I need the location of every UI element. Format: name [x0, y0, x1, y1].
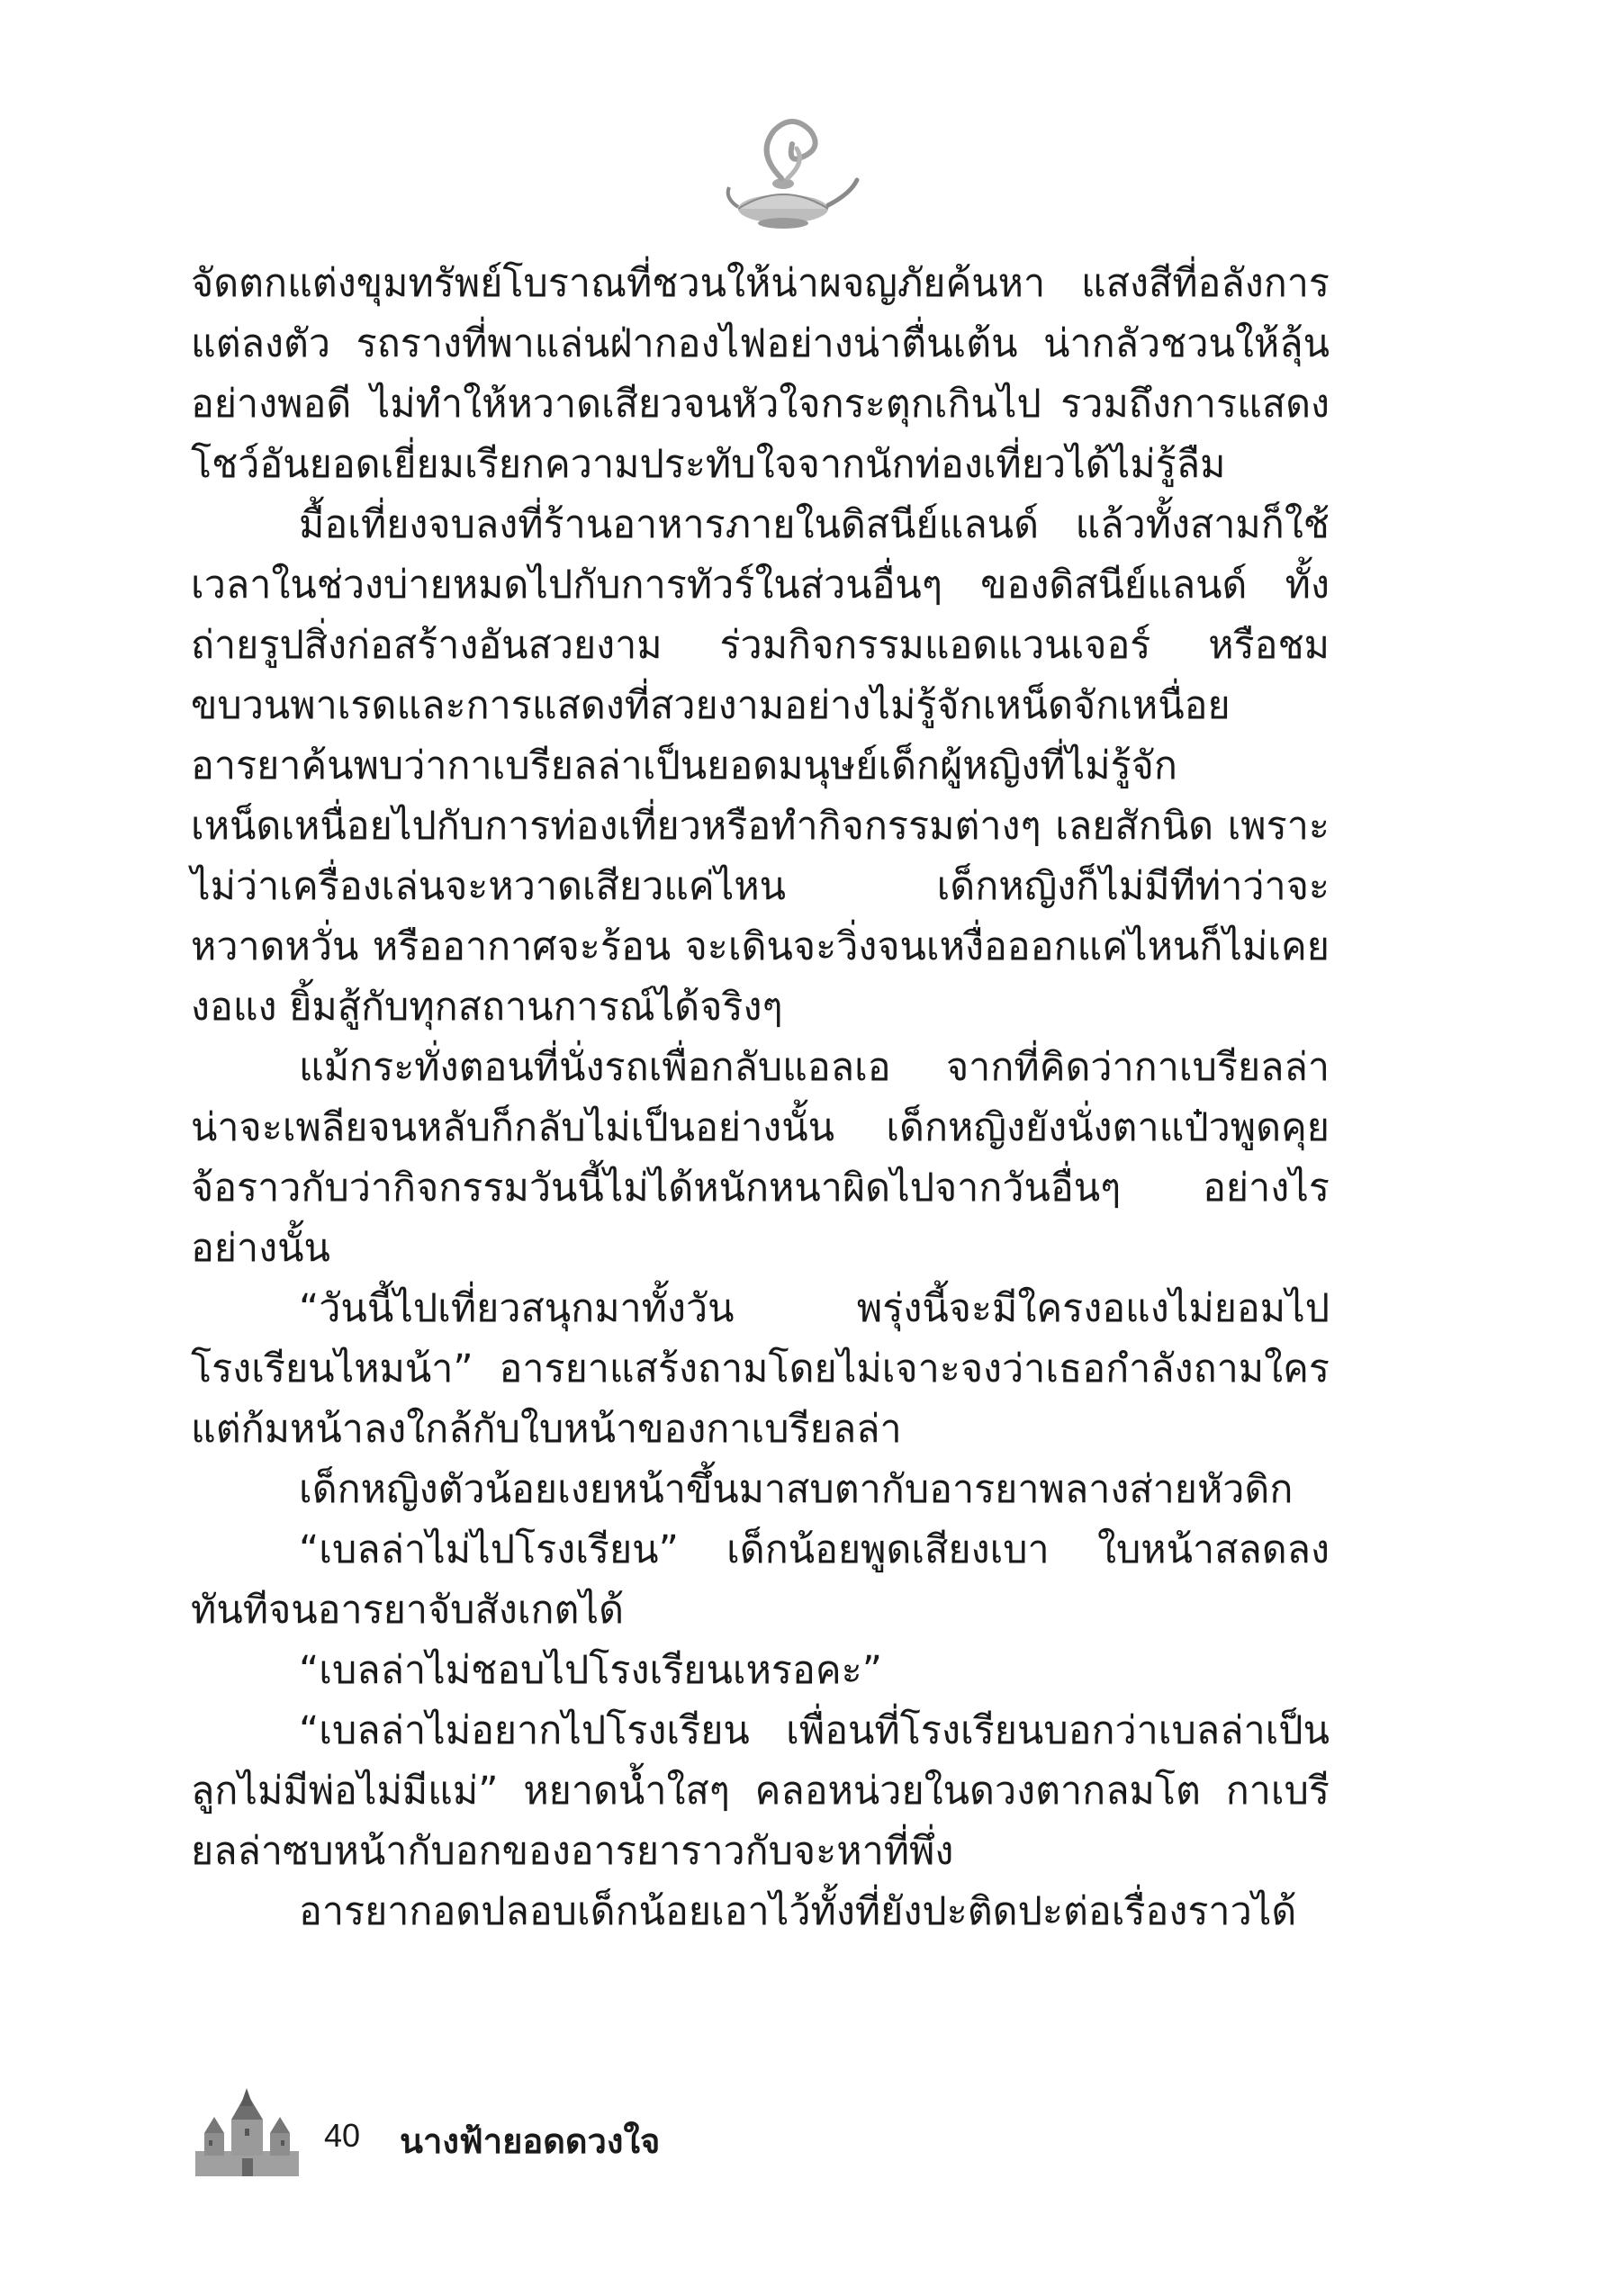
paragraph: จัดตกแต่งขุมทรัพย์โบราณที่ชวนให้น่าผจญภัยค้นหา แสงสีที่อลังการ แต่ลงตัว รถรางที่พาแล่นฝ่ากองไฟอย่างน่าตื่นเต้น น่ากลัวชวนให้ลุ้นอย่างพอดี ไม่ทำให้หวาดเสียวจนหัวใจกระตุกเกินไป รวมถึงการแสดงโชว์อันยอดเยี่ยมเรียกความประทับใจจากนักท่องเที่ยวได้ไม่รู้ลืม: [191, 261, 1330, 487]
paragraph: “เบลล่าไม่ชอบไปโรงเรียนเหรอคะ”: [299, 1648, 882, 1693]
paragraph: แม้กระทั่งตอนที่นั่งรถเพื่อกลับแอลเอ จากที่คิดว่ากาเบรียลล่าน่าจะเพลียจนหลับก็กลับไม่เป็นอย่างนั้น เด็กหญิงยังนั่งตาแป๋วพูดคุยจ้อราวกับว่ากิจกรรมวันนี้ไม่ได้หนักหนาผิดไปจากวันอื่นๆ อย่างไรอย่างนั้น: [191, 1045, 1330, 1271]
paragraph: มื้อเที่ยงจบลงที่ร้านอาหารภายในดิสนีย์แลนด์ แล้วทั้งสามก็ใช้เวลาในช่วงบ่ายหมดไปกับการทัวร์ในส่วนอื่นๆ ของดิสนีย์แลนด์ ทั้งถ่ายรูปสิ่งก่อสร้างอันสวยงาม ร่วมกิจกรรมแอดแวนเจอร์ หรือชมขบวนพาเรดและการแสดงที่สวยงามอย่างไม่รู้จักเหน็ดจักเหนื่อย อารยาค้นพบว่ากาเบรียลล่าเป็นยอดมนุษย์เด็กผู้หญิงที่ไม่รู้จักเหน็ดเหนื่อยไปกับการท่องเที่ยวหรือทำกิจกรรมต่างๆ เลยสักนิด เพราะไม่ว่าเครื่องเล่นจะหวาดเสียวแค่ไหน เด็กหญิงก็ไม่มีทีท่าว่าจะหวาดหวั่น หรืออากาศจะร้อน จะเดินจะวิ่งจนเหงื่อออกแค่ไหนก็ไม่เคยงอแง ยิ้มสู้กับทุกสถานการณ์ได้จริงๆ: [191, 502, 1330, 1030]
magic-lamp-icon: [702, 108, 864, 243]
paragraph: เด็กหญิงตัวน้อยเงยหน้าขึ้นมาสบตากับอารยาพลางส่ายหัวดิก: [299, 1467, 1294, 1512]
page-number: 40: [324, 2117, 361, 2154]
page-footer: [191, 2088, 1001, 2187]
paragraph: “วันนี้ไปเที่ยวสนุกมาทั้งวัน พรุ่งนี้จะมีใครงอแงไม่ยอมไปโรงเรียนไหมน้า” อารยาแสร้งถามโดยไม่เจาะจงว่าเธอกำลังถามใคร แต่ก้มหน้าลงใกล้กับใบหน้าของกาเบรียลล่า: [191, 1286, 1330, 1452]
book-title: นางฟ้ายอดดวงใจ: [400, 2121, 661, 2161]
castle-icon: [191, 2088, 303, 2178]
paragraph: อารยากอดปลอบเด็กน้อยเอาไว้ทั้งที่ยังปะติดปะต่อเรื่องราวได้: [299, 1889, 1297, 1934]
paragraph: “เบลล่าไม่อยากไปโรงเรียน เพื่อนที่โรงเรียนบอกว่าเบลล่าเป็นลูกไม่มีพ่อไม่มีแม่” หยาดน้ำใสๆ คลอหน่วยในดวงตากลมโต กาเบรียลล่าซบหน้ากับอกของอารยาราวกับจะหาที่พึ่ง: [191, 1708, 1330, 1874]
story-text: [191, 254, 1330, 1942]
paragraph: “เบลล่าไม่ไปโรงเรียน” เด็กน้อยพูดเสียงเบา ใบหน้าสลดลงทันทีจนอารยาจับสังเกตได้: [191, 1527, 1330, 1633]
